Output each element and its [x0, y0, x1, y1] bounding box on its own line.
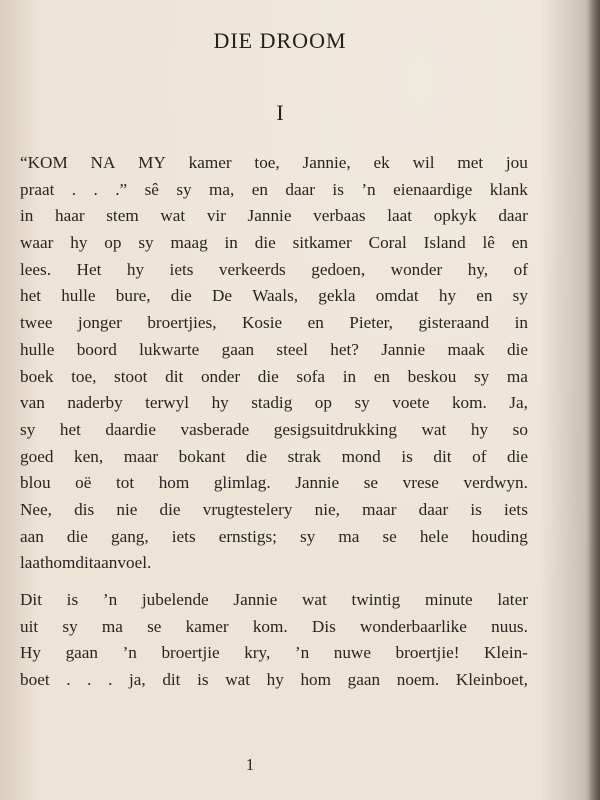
text-line: boet . . . ja, dit is wat hy hom gaan noem. Kleinboet, [20, 670, 528, 690]
text-line: Nee, dis nie die vrugtestelery nie, maar daar is iets [20, 499, 528, 519]
text-line: in haar stem wat vir Jannie verbaas laat opkyk daar [20, 206, 528, 226]
text-line: Dit is ’n jubelende Jannie wat twintig minute later [20, 590, 528, 609]
text-line: “KOM NA MY kamer toe, Jannie, ek wil met jou [20, 153, 528, 172]
text-line: Hy gaan ’n broertjie kry, ’n nuwe broertjie! Klein- [20, 643, 528, 663]
text-line: boek toe, stoot dit onder die sofa in en beskou sy ma [20, 366, 528, 386]
chapter-number: I [276, 100, 284, 125]
text-body [20, 150, 528, 694]
paragraph-gap [20, 577, 528, 587]
text-line: laat hom dit aanvoel. [20, 553, 152, 573]
text-line: goed ken, maar bokant die strak mond is dit of die [20, 446, 528, 466]
text-line: van naderby terwyl hy stadig op sy voete kom. Ja, [20, 393, 528, 413]
text-line: hulle boord lukwarte gaan steel het? Jannie maak die [20, 339, 528, 359]
text-line: waar hy op sy maag in die sitkamer Coral Island lê en [20, 233, 528, 253]
page-number: 1 [245, 755, 255, 774]
text-line: twee jonger broertjies, Kosie en Pieter, gisteraand in [20, 313, 528, 333]
page-edge-shadow [588, 0, 600, 800]
paragraph-2 [20, 587, 528, 694]
text-line: praat . . .” sê sy ma, en daar is ’n eienaardige klank [20, 179, 528, 199]
text-line: sy het daardie vasberade gesigsuitdrukking wat hy so [20, 419, 528, 439]
text-line: het hulle bure, die De Waals, gekla omdat hy en sy [20, 286, 528, 306]
text-line: lees. Het hy iets verkeerds gedoen, wonder hy, of [20, 259, 528, 279]
text-line: aan die gang, iets ernstigs; sy ma se hele houding [20, 526, 528, 546]
page-title: DIE DROOM [213, 28, 347, 53]
paragraph-1 [20, 150, 528, 577]
text-line: blou oë tot hom glimlag. Jannie se vrese verdwyn. [20, 473, 528, 493]
text-line: uit sy ma se kamer kom. Dis wonderbaarlike nuus. [20, 616, 528, 636]
